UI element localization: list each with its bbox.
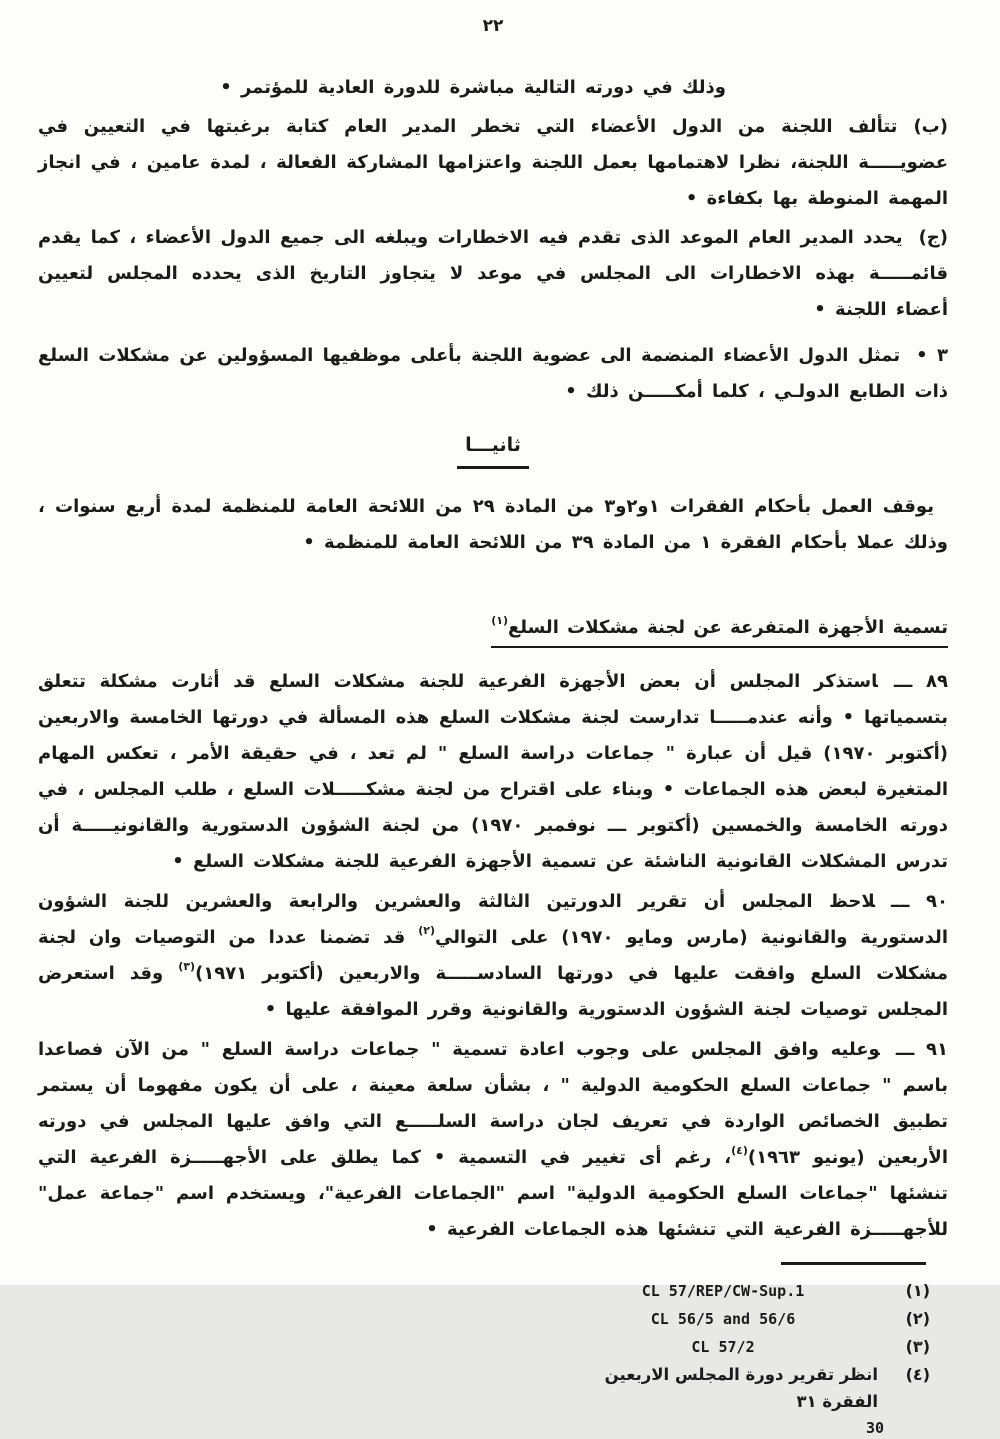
paragraph-89 bbox=[38, 664, 948, 880]
footnote-row bbox=[38, 1361, 930, 1415]
paragraph-89-text: استذكر المجلس أن بعض الأجهزة الفرعية للجنة مشكلات السلع قد أثارت مشكلة تتعلق بتسمياتها • وأنه عندمـــــا تدارست لجنة مشكلات السلع هذه المسألة في دورتها الخامسة والاربعين (أكتوبر ١٩٧٠) قيل أن عبارة " جماعات دراسة السلع " لم تعد ، في حقيقة الأمر ، تعكس المهام المتغيرة لبعض هذه الجماعات • وبناء على اقتراح من لجنة مشكـــــلات السلع ، طلب المجلس ، في دورته الخامسة والخمسين (أكتوبر ـــ نوفمبر ١٩٧٠) من لجنة الشؤون الدستورية والقانونيـــــة أن تدرس المشكلات القانونية الناشئة عن تسمية الأجهزة الفرعية للجنة مشكلات السلع • bbox=[38, 671, 948, 872]
paragraph-intro: وذلك في دورته التالية مباشرة للدورة العادية للمؤتمر • bbox=[220, 77, 726, 98]
heading-secondly bbox=[38, 434, 948, 469]
footnote-3-marker: (٣) bbox=[905, 1337, 930, 1356]
item-3-marker: ٣ • bbox=[916, 345, 948, 366]
footnote-2-marker: (٢) bbox=[905, 1309, 930, 1328]
footnote-3-text: CL 57/2 bbox=[691, 1338, 755, 1356]
paragraph-90-text-2: قد تضمنا عددا من التوصيات وان لجنة مشكلات السلع وافقت عليها في دورتها السادســـــة والاربعين (أكتوبر ١٩٧١) bbox=[38, 927, 948, 984]
paragraph-91-text-1: وعليه وافق المجلس على وجوب اعادة تسمية " جماعات دراسة السلع " من الآن فصاعدا باسم " جماعات السلع الحكومية الدولية " ، بشأن سلعة معينة ، على أن يكون مفهوما أن يستمر تطبيق الخصائص الواردة في تعريف لجان دراسة السلـــــع التي وافق عليها المجلس في دورته الأربعين (يونيو ١٩٦٣) bbox=[38, 1039, 948, 1168]
page-number-top: ٢٢ bbox=[482, 16, 504, 36]
footnote-row bbox=[38, 1277, 930, 1305]
footnote-2-text: CL 56/5 and 56/6 bbox=[650, 1310, 796, 1328]
item-3-text: تمثل الدول الأعضاء المنضمة الى عضوية اللجنة بأعلى موظفيها المسؤولين عن مشكلات السلع ذات الطابع الدولـي ، كلما أمكـــــن ذلك • bbox=[38, 345, 948, 402]
list-item-b bbox=[38, 109, 948, 217]
paragraph-91-text-2: ، رغم أى تغيير في التسمية • كما يطلق على الأجهـــــزة الفرعية التي تنشئها "جماعات السلع الحكومية الدولية" اسم "الجماعات الفرعية"، ويستخدم اسم "جماعة عمل" للأجهـــــزة الفرعية التي تنشئها هذه الجماعات الفرعية • bbox=[38, 1147, 948, 1240]
footnote-4-text: انظر تقرير دورة المجلس الاربعين الفقرة ٣١ bbox=[604, 1365, 878, 1411]
item-j-text: يحدد المدير العام الموعد الذى تقدم فيه الاخطارات ويبلغه الى جميع الدول الأعضاء ، كما يقدم قائمـــــة بهذه الاخطارات الى المجلس في موعد لا يتجاوز التاريخ الذى يحدده المجلس لتعيين أعضاء اللجنة • bbox=[38, 227, 948, 320]
footnote-separator bbox=[781, 1262, 926, 1265]
paragraph-90 bbox=[38, 884, 948, 1028]
footnote-ref-4: (٤) bbox=[731, 1144, 748, 1157]
section-heading bbox=[38, 614, 948, 648]
item-j-marker: (ج) bbox=[918, 227, 948, 248]
paragraph-90-number: ٩٠ ـــ bbox=[891, 891, 948, 912]
footnote-ref-2: (٢) bbox=[418, 924, 435, 937]
page-number-bottom: 30 bbox=[865, 1419, 884, 1437]
footnote-row bbox=[38, 1333, 930, 1361]
paragraph-90-text-1: لاحظ المجلس أن تقرير الدورتين الثالثة والعشرين والرابعة والعشرين للجنة الشؤون الدستورية والقانونية (مارس ومايو ١٩٧٠) على التوالي bbox=[38, 891, 948, 948]
section-heading-text: تسمية الأجهزة المتفرعة عن لجنة مشكلات السلع bbox=[507, 617, 948, 638]
list-item-3 bbox=[38, 338, 948, 410]
paragraph-secondly-body: يوقف العمل بأحكام الفقرات ١و٢و٣ من المادة ٢٩ من اللائحة العامة للمنظمة لمدة أربع سنوات ، وذلك عملا بأحكام الفقرة ١ من المادة ٣٩ من اللائحة العامة للمنظمة • bbox=[38, 496, 948, 553]
paragraph-91-number: ٩١ ـــ bbox=[895, 1039, 948, 1060]
paragraph-90-text-3: وقد استعرض المجلس توصيات لجنة الشؤون الدستورية والقانونية وقرر الموافقة عليها • bbox=[38, 963, 948, 1020]
footnote-ref-3: (٣) bbox=[178, 960, 196, 973]
footnote-ref-1: (١) bbox=[491, 614, 508, 627]
list-item-j bbox=[38, 220, 948, 328]
footnotes-section bbox=[38, 1262, 948, 1439]
paragraph-91 bbox=[38, 1032, 948, 1248]
footnote-4-marker: (٤) bbox=[905, 1365, 930, 1384]
footnote-1-text: CL 57/REP/CW-Sup.1 bbox=[641, 1282, 805, 1300]
footnote-row bbox=[38, 1305, 930, 1333]
heading-secondly-text: ثانيـــا bbox=[457, 434, 529, 469]
item-b-marker: (ب) bbox=[913, 116, 948, 137]
paragraph-89-number: ٨٩ ـــ bbox=[893, 671, 948, 692]
item-b-text: تتألف اللجنة من الدول الأعضاء التي تخطر المدير العام كتابة برغبتها في التعيين في عضويـــــة اللجنة، نظرا لاهتمامها بعمل اللجنة واعتزامها المشاركة الفعالة ، لمدة عامين ، في انجاز المهمة المنوطة بها بكفاءة • bbox=[38, 116, 948, 209]
footnote-1-marker: (١) bbox=[905, 1281, 930, 1300]
